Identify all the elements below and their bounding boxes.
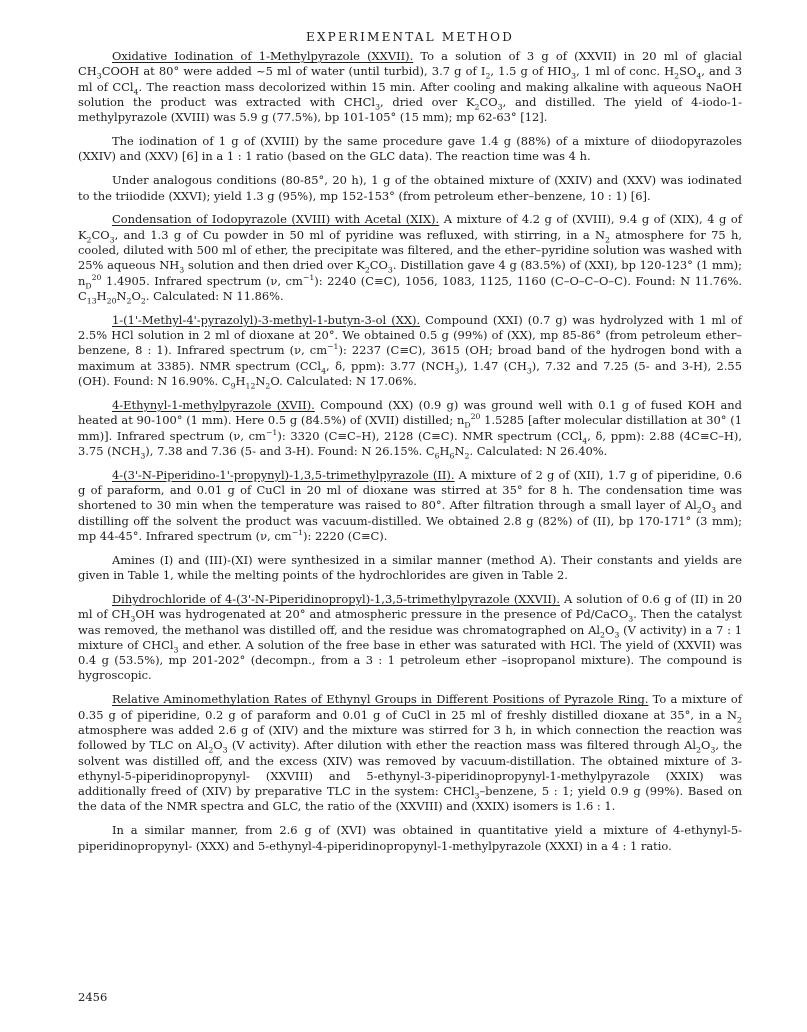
paragraph-triiodination (78, 173, 742, 204)
paragraph-body: Compound (XXI) (0.7 g) was hydrolyzed with 1 ml of 2.5% HCl solution in 2 ml of dioxane at 20°. We obtained 0.5 g (99%) of (XX), mp 85-86° (from petroleum ether–benzene, 8 : 1). Infrared spectrum (ν, $cm^{-1}$): 2237 (C≡C), 3615 (OH; broad band of the hydrogen bond with a maximum at 3385). NMR spectrum (CCl$_4$, δ, ppm): 3.77 $(NCH_3)$, 1.47 $(CH_3)$, 7.32 and 7.25 (5- and 3-H), 2.55 (OH). Found: N 16.90%. $C_9H_{12}N_2O$. Calculated: N 17.06%. (78, 312, 742, 391)
paragraph-title: Relative Aminomethylation Rates of Ethynyl Groups in Different Positions of Pyrazole Ring. (112, 692, 649, 707)
paragraph-title: 4-Ethynyl-1-methylpyrazole (XVII). (112, 397, 315, 412)
page-number: 2456 (78, 990, 108, 1004)
paragraph-body: To a solution of 3 g of (XXVII) in 20 ml of glacial $CH_3COOH$ at 80° were added ~5 ml of water (until turbid), 3.7 g of $I_2$, 1.5 g of $HIO_3$, 1 ml of conc. $H_2SO_4$, and 3 ml of CCl$_4$. The reaction mass decolorized within 15 min. After cooling and making alkaline with aqueous NaOH solution the product was extracted with CHCl$_3$, dried over $K_2CO_3$, and distilled. The yield of 4-iodo-1-methylpyrazole (XVIII) was 5.9 g (77.5%), bp 101-105° (15 mm); mp 62-63° [12]. (78, 49, 743, 125)
paragraph-butynol (78, 313, 742, 389)
paragraph-title: 4-(3'-N-Piperidino-1'-propynyl)-1,3,5-trimethylpyrazole (II). (112, 467, 455, 482)
paragraph-body: To a mixture of 0.35 g of piperidine, 0.2 g of paraform and 0.01 g of CuCl in 25 ml of freshly distilled dioxane at 35°, in a $N_2$ atmosphere was added 2.6 g of (XIV) and the mixture was stirred for 3 h, in which connection the reaction was followed by TLC on $Al_2O_3$ (V activity). After dilution with ether the reaction mass was filtered through $Al_2O_3$, the solvent was distilled off, and the excess (XIV) was removed by vacuum-distillation. The obtained mixture of 3-ethynyl-5-piperidinopropynyl- (XXVIII) and 5-ethynyl-3-piperidinopropynyl-1-methylpyrazole (XXIX) was additionally freed of (XIV) by preparative TLC in the system: CHCl$_3$–benzene, 5 : 1; yield 0.9 g (99%). Based on the data of the NMR spectra and GLC, the ratio of the (XXVIII) and (XXIX) isomers is 1.6 : 1. (78, 692, 743, 814)
section-heading: EXPERIMENTAL METHOD (305, 30, 515, 44)
paragraph-body: The iodination of 1 g of (XVIII) by the same procedure gave 1.4 g (88%) of a mixture of diiodopyrazoles (XXIV) and (XXV) [6] in a 1 : 1 ratio (based on the GLC data). The reaction time was 4 h. (78, 134, 742, 164)
paragraph-aminomethylation (78, 692, 742, 814)
paragraph-condensation (78, 212, 742, 304)
paragraph-body: Compound (XX) (0.9 g) was ground well with 0.1 g of fused KOH and heated at 90-100° (1 mm). Here 0.5 g (84.5%) of (XVII) distilled; $n_D^{20}$ 1.5285 [after molecular distillation at 30° (1 mm)]. Infrared spectrum (ν, $cm^{-1}$): 3320 (C≡C–H), 2128 (C≡C). NMR spectrum (CCl$_4$, δ, ppm): 2.88 (4C≡C–H), 3.75 $(NCH_3)$, 7.38 and 7.36 (5- and 3-H). Found: N 26.15%. $C_6H_6N_2$. Calculated: N 26.40%. (78, 397, 743, 461)
paragraph-dihydrochloride (78, 592, 742, 684)
paragraph-body: A mixture of 2 g of (XII), 1.7 g of piperidine, 0.6 g of paraform, and 0.01 g of CuCl in 20 ml of dioxane was stirred at 35° for 8 h. The condensation time was shortened to 30 min when the temperature was raised to 80°. After filtration through a small layer of $Al_2O_3$ and distilling off the solvent the product was vacuum-distilled. We obtained 2.8 g (82%) of (II), bp 170-171° (3 mm); mp 44-45°. Infrared spectrum (ν, $cm^{-1}$): 2220 (C≡C). (78, 467, 742, 543)
paragraph-title: Condensation of Iodopyrazole (XVIII) with Acetal (XIX). (112, 212, 440, 227)
document-page (78, 30, 742, 862)
paragraph-title: Dihydrochloride of 4-(3'-N-Piperidinopropyl)-1,3,5-trimethylpyrazole (XXVII). (112, 591, 560, 606)
paragraph-ethynylpyrazole (78, 398, 742, 459)
paragraph-body: Under analogous conditions (80-85°, 20 h), 1 g of the obtained mixture of (XXIV) and (XXV) was iodinated to the triiodide (XXVI); yield 1.3 g (95%), mp 152-153° (from petroleum ether–benzene, 10 : 1) [6]. (78, 173, 742, 203)
paragraph-iodination (78, 49, 742, 125)
paragraph-title: Oxidative Iodination of 1-Methylpyrazole (XXVII). (112, 49, 414, 63)
paragraph-title: 1-(1'-Methyl-4'-pyrazolyl)-3-methyl-1-butyn-3-ol (XX). (112, 312, 421, 327)
paragraph-similar-manner (78, 823, 742, 854)
paragraph-piperidino-propynyl (78, 468, 742, 544)
paragraph-body: Amines (I) and (III)-(XI) were synthesized in a similar manner (method A). Their constants and yields are given in Table 1, while the melting points of the hydrochlorides are given in Table 2. (78, 552, 742, 583)
paragraph-body: A mixture of 4.2 g of (XVIII), 9.4 g of (XIX), 4 g of $K_2CO_3$, and 1.3 g of Cu powder in 50 ml of pyridine was refluxed, with stirring, in a $N_2$ atmosphere for 75 h, cooled, diluted with 500 ml of ether, the precipitate was filtered, and the ether–pyridine solution was washed with 25% aqueous $NH_3$ solution and then dried over $K_2CO_3$. Distillation gave 4 g (83.5%) of (XXI), bp 120-123° (1 mm); $n_D^{20}$ 1.4905. Infrared spectrum (ν, $cm^{-1}$): 2240 (C≡C), 1056, 1083, 1125, 1160 (C–O–C–O–C). Found: N 11.76%. $C_{13}H_{20}N_2O_2$. Calculated: N 11.86%. (78, 212, 743, 306)
paragraph-body: A solution of 0.6 g of (II) in 20 ml of $CH_3OH$ was hydrogenated at 20° and atmospheric pressure in the presence of Pd/CaCO$_3$. Then the catalyst was removed, the methanol was distilled off, and the residue was chromatographed on $Al_2O_3$ (V activity) in a 7 : 1 mixture of CHCl$_3$ and ether. A solution of the free base in ether was saturated with HCl. The yield of (XXVII) was 0.4 g (53.5%), mp 201-202° (decompn., from a 3 : 1 petroleum ether –isopropanol mixture). The compound is hygroscopic. (78, 591, 743, 683)
paragraph-diiodination (78, 134, 742, 165)
paragraph-body: In a similar manner, from 2.6 g of (XVI) was obtained in quantitative yield a mixture of 4-ethynyl-5-piperidinopropynyl- (XXX) and 5-ethynyl-4-piperidinopropynyl-1-methylpyrazole (XXXI) in a 4 : 1 ratio. (78, 823, 742, 853)
paragraph-amines (78, 553, 742, 584)
